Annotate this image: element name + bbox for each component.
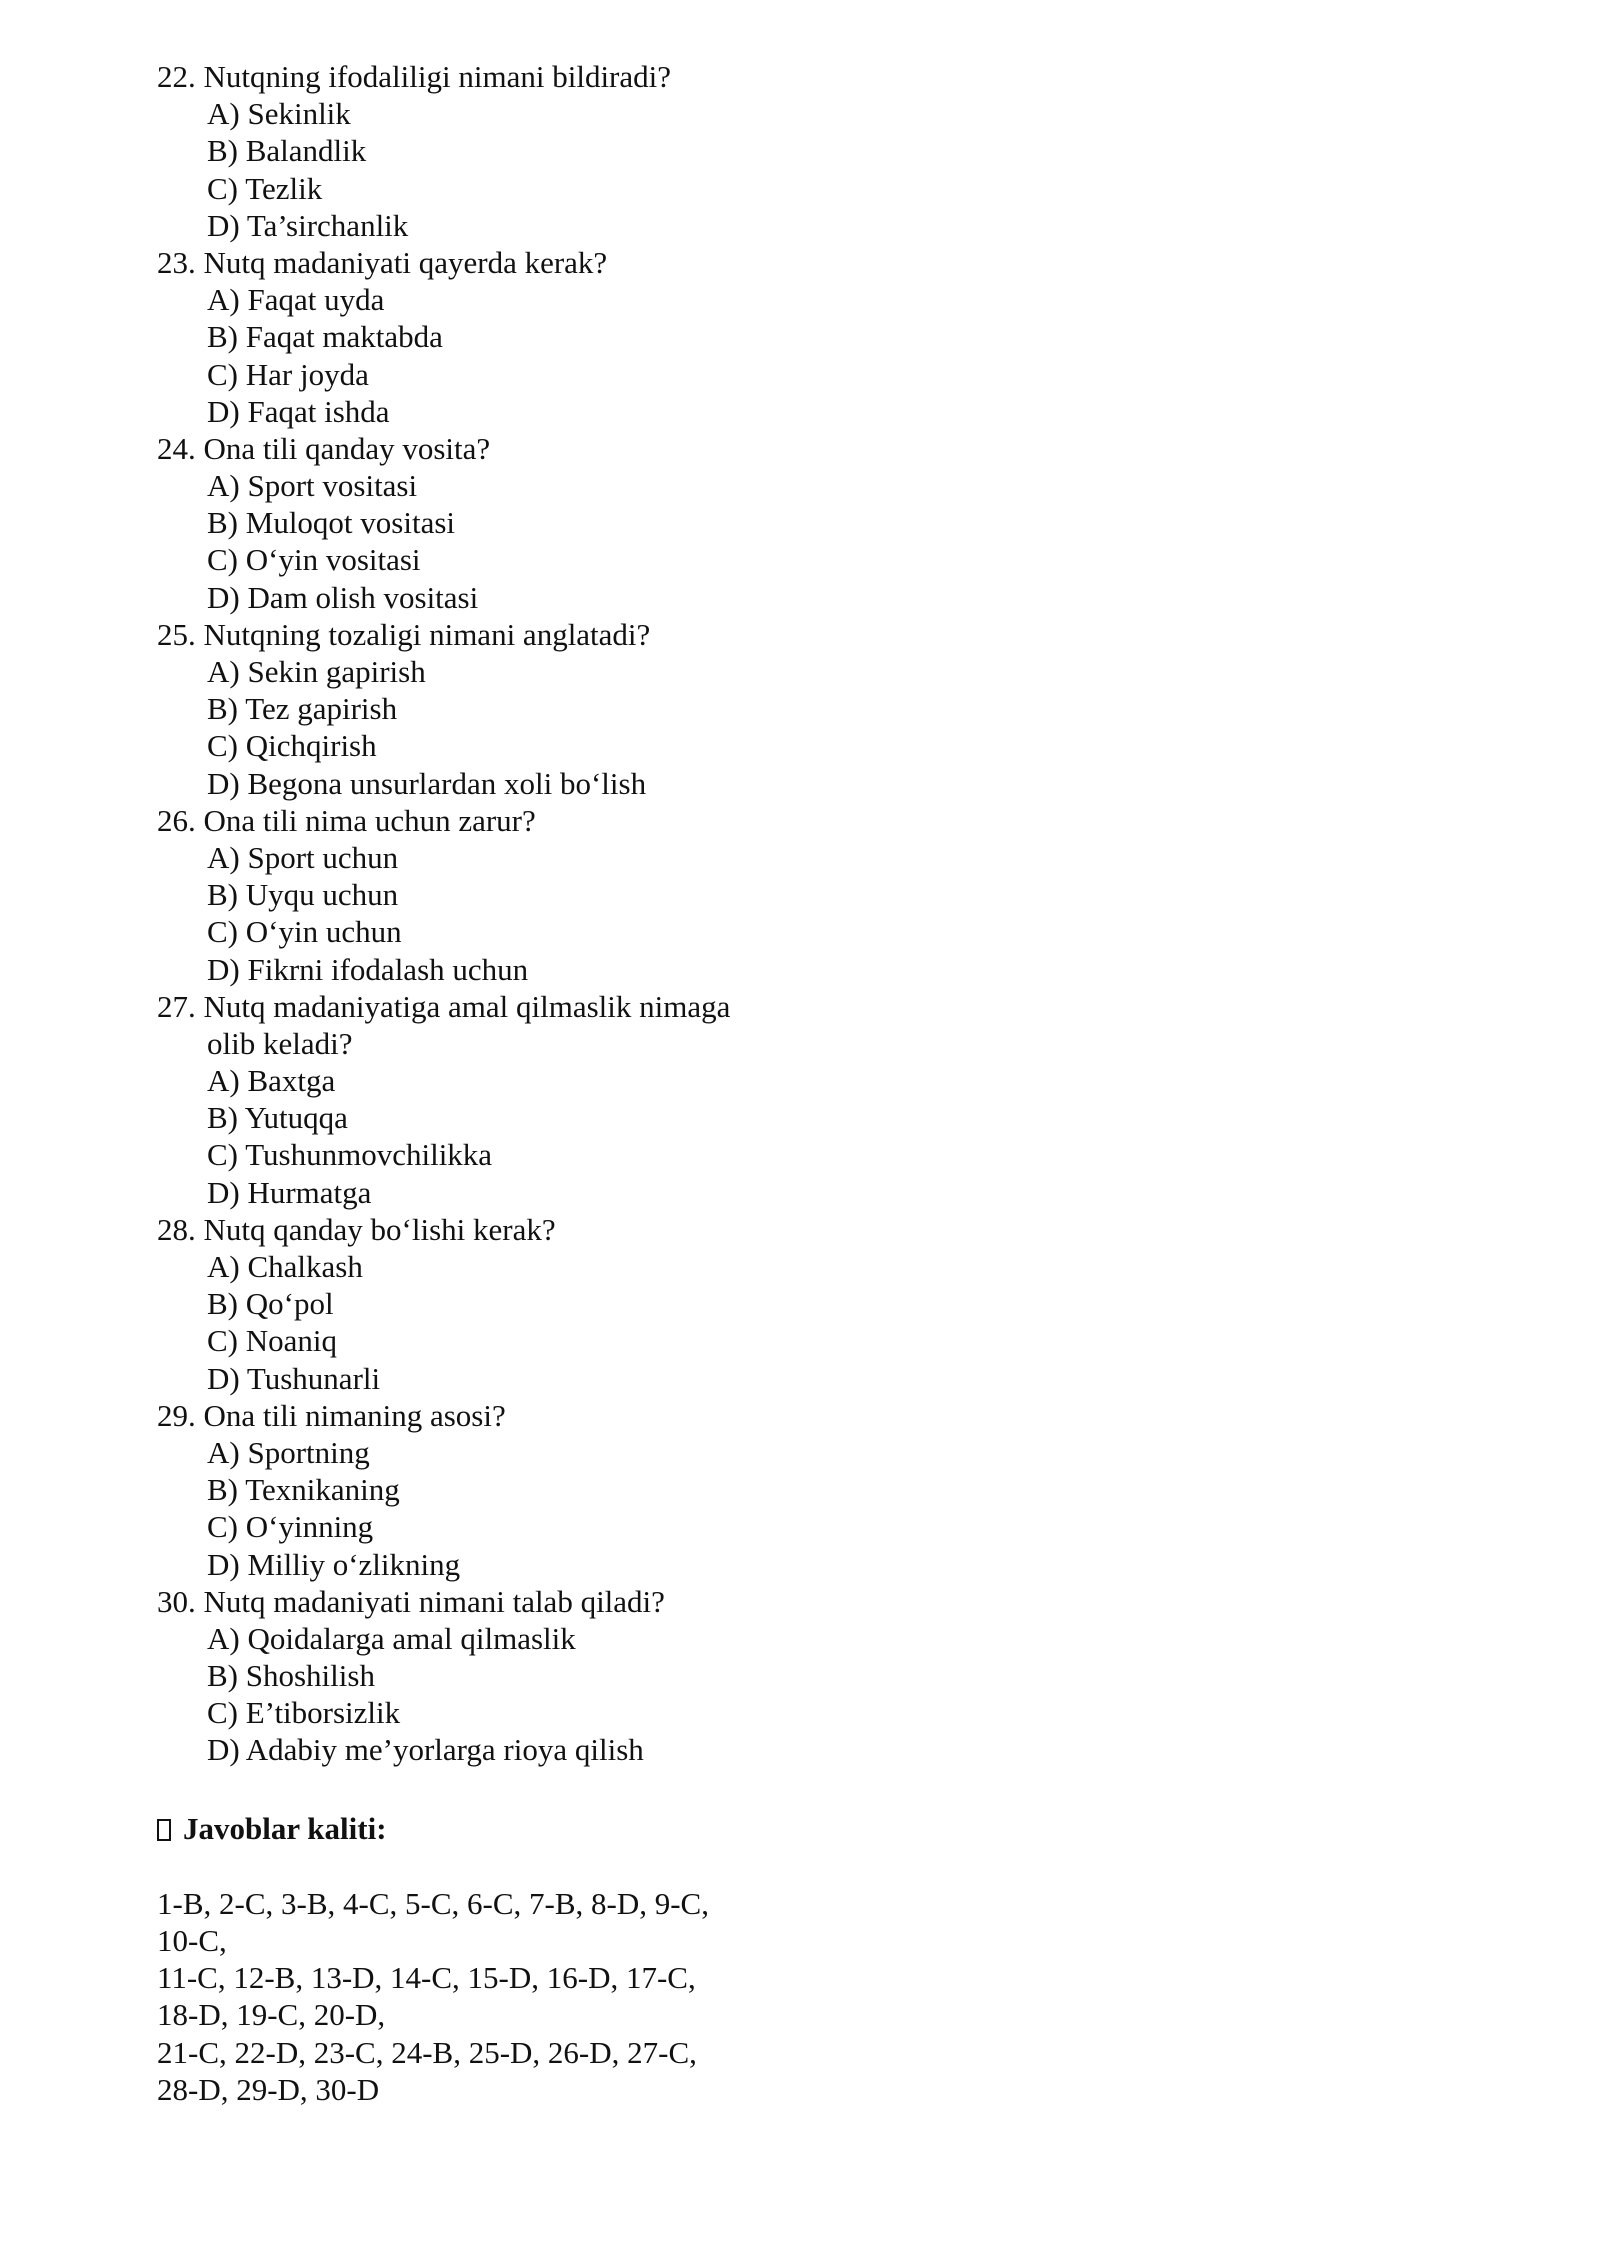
answer-option: B) Tez gapirish: [207, 691, 398, 727]
answer-key-line: 28-D, 29-D, 30-D: [157, 2071, 380, 2107]
question-text: 25. Nutqning tozaligi nimani anglatadi?: [157, 616, 651, 652]
question-block: [157, 1397, 1457, 1583]
question-text: 26. Ona tili nima uchun zarur?: [157, 802, 536, 838]
missing-glyph-box: [157, 1819, 171, 1841]
answer-option: A) Baxtga: [207, 1063, 336, 1099]
answer-option: A) Faqat uyda: [207, 282, 385, 318]
answer-option: C) O‘yin uchun: [207, 914, 402, 950]
question-block: [157, 58, 1457, 244]
answer-key-title: Javoblar kaliti:: [183, 1810, 387, 1846]
question-block: [157, 1583, 1457, 1769]
answer-option: A) Sportning: [207, 1434, 370, 1470]
answer-option: A) Sport vositasi: [207, 468, 418, 504]
answer-option: B) Uyqu uchun: [207, 877, 399, 913]
answer-option: B) Balandlik: [207, 133, 367, 169]
answer-option: D) Fikrni ifodalash uchun: [207, 951, 529, 987]
answer-key-line: 10-C,: [157, 1923, 227, 1959]
answer-option: C) Noaniq: [207, 1323, 338, 1359]
question-block: [157, 988, 1457, 1211]
answer-option: B) Shoshilish: [207, 1658, 375, 1694]
answer-option: A) Sekin gapirish: [207, 654, 426, 689]
answer-option: D) Begona unsurlardan xoli bo‘lish: [207, 765, 647, 801]
question-text: 22. Nutqning ifodaliligi nimani bildiradi?: [157, 59, 672, 94]
question-block: [157, 430, 1457, 616]
answer-option: A) Qoidalarga amal qilmaslik: [207, 1620, 576, 1656]
answer-option: D) Ta’sirchanlik: [207, 207, 409, 243]
answer-option: A) Sekinlik: [207, 96, 351, 132]
question-text: 24. Ona tili qanday vosita?: [157, 430, 491, 466]
answer-option: B) Qo‘pol: [207, 1286, 334, 1322]
question-text: 29. Ona tili nimaning asosi?: [157, 1397, 506, 1433]
answer-option: B) Muloqot vositasi: [207, 505, 456, 541]
answer-key-block: [157, 1885, 1457, 2108]
answer-option: D) Hurmatga: [207, 1174, 372, 1210]
answer-option: A) Chalkash: [207, 1249, 363, 1284]
question-block: [157, 616, 1457, 802]
answer-option: B) Texnikaning: [207, 1472, 400, 1508]
question-text: 27. Nutq madaniyatiga amal qilmaslik nimaga: [157, 988, 731, 1024]
answer-option: D) Milliy o‘zlikning: [207, 1546, 461, 1582]
answer-option: C) Qichqirish: [207, 728, 377, 764]
answer-option: C) Tezlik: [207, 170, 323, 206]
answer-key-line: 11-C, 12-B, 13-D, 14-C, 15-D, 16-D, 17-C,: [157, 1960, 696, 1996]
answer-option: C) O‘yin vositasi: [207, 542, 421, 578]
answer-option: C) Tushunmovchilikka: [207, 1137, 493, 1173]
question-text: 23. Nutq madaniyati qayerda kerak?: [157, 244, 608, 280]
answer-option: D) Dam olish vositasi: [207, 579, 479, 615]
answer-option: A) Sport uchun: [207, 839, 399, 875]
question-block: [157, 1211, 1457, 1397]
question-text: 30. Nutq madaniyati nimani talab qiladi?: [157, 1583, 665, 1619]
answer-option: D) Adabiy me’yorlarga rioya qilish: [207, 1732, 644, 1768]
question-text: olib keladi?: [207, 1025, 353, 1061]
answer-key-line: 18-D, 19-C, 20-D,: [157, 1997, 386, 2033]
question-text: 28. Nutq qanday bo‘lishi kerak?: [157, 1211, 556, 1247]
answer-key-line: 1-B, 2-C, 3-B, 4-C, 5-C, 6-C, 7-B, 8-D, 9-C,: [157, 1885, 709, 1921]
answer-option: C) E’tiborsizlik: [207, 1695, 401, 1731]
question-block: [157, 244, 1457, 430]
answer-option: C) Har joyda: [207, 356, 369, 392]
answer-key-line: 21-C, 22-D, 23-C, 24-B, 25-D, 26-D, 27-C,: [157, 2034, 697, 2070]
answer-option: B) Faqat maktabda: [207, 319, 443, 355]
answer-option: D) Tushunarli: [207, 1360, 381, 1396]
answer-key-heading: [157, 1810, 1457, 1847]
document-page: [157, 58, 1457, 2108]
answer-option: B) Yutuqqa: [207, 1100, 348, 1136]
question-list: [157, 58, 1457, 1769]
answer-option: D) Faqat ishda: [207, 393, 390, 429]
answer-option: C) O‘yinning: [207, 1509, 374, 1545]
question-block: [157, 802, 1457, 988]
